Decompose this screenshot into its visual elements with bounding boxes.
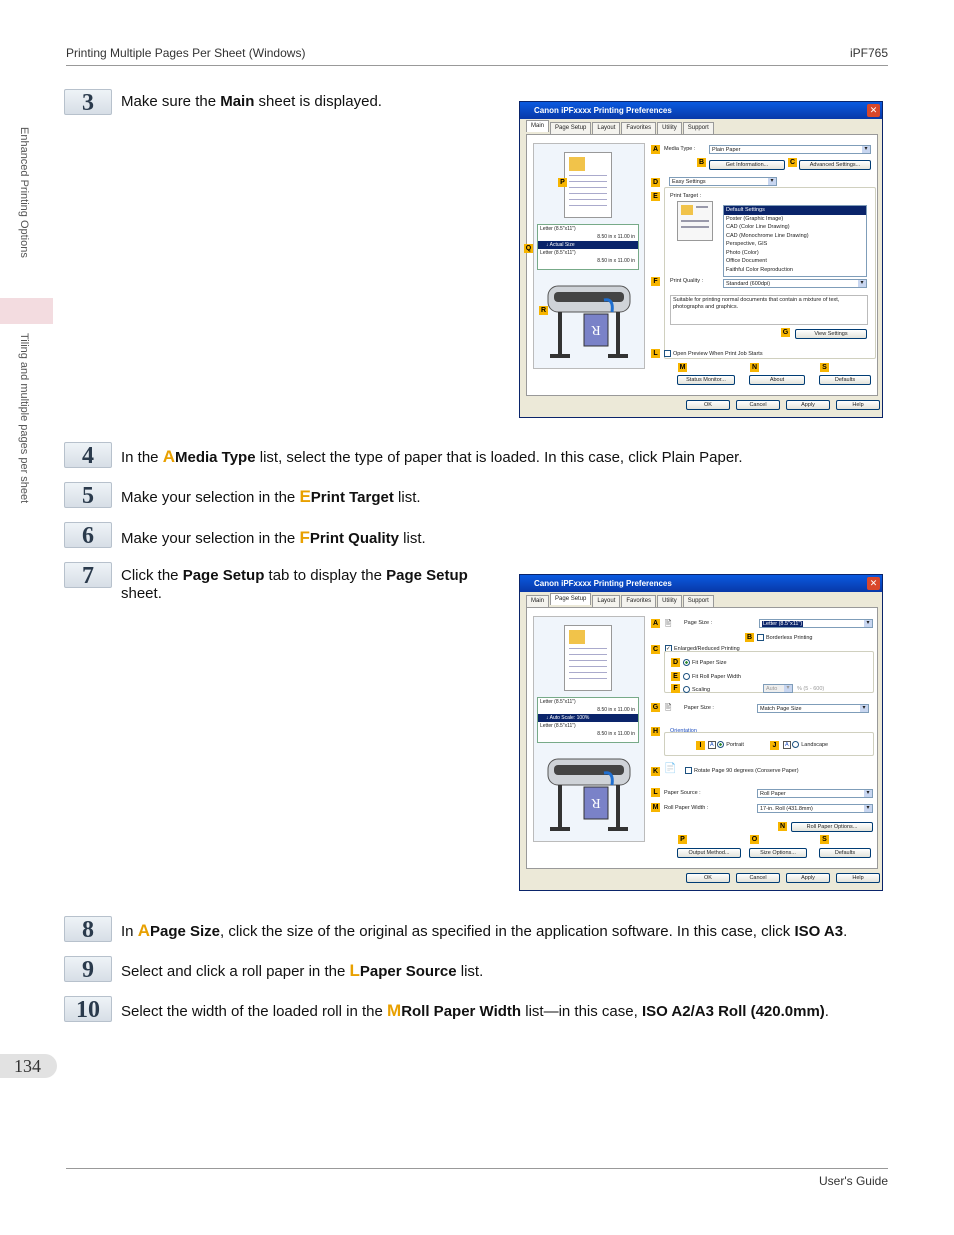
- checkbox-icon[interactable]: ✓: [666, 646, 671, 652]
- scaling-input[interactable]: Auto ▾: [763, 684, 793, 693]
- marker-n: N: [779, 823, 786, 830]
- header-rule: [66, 65, 888, 66]
- status-monitor-button[interactable]: Status Monitor...: [677, 375, 735, 385]
- marker-p: P: [558, 178, 567, 187]
- list-item[interactable]: Default Settings: [724, 206, 866, 215]
- page-setup-panel: [526, 607, 878, 869]
- get-information-button[interactable]: Get Information...: [709, 160, 785, 170]
- step-4-text: In the AMedia Type list, select the type of paper that is loaded. In this case, click Plain Paper.: [121, 447, 743, 466]
- marker-b: B: [746, 634, 753, 641]
- paper-size-dropdown[interactable]: Match Page Size ▾: [757, 704, 869, 713]
- settings-preview: [533, 616, 645, 842]
- tab-favorites[interactable]: Favorites: [621, 122, 656, 134]
- print-quality-label: Print Quality :: [670, 278, 704, 284]
- borderless-checkbox[interactable]: Borderless Printing: [757, 634, 812, 641]
- portrait-icon: A: [710, 742, 714, 748]
- svg-text:R: R: [591, 795, 601, 810]
- tab-layout[interactable]: Layout: [592, 595, 620, 607]
- step-number: 3: [64, 89, 112, 115]
- printing-preferences-dialog-page-setup: [519, 574, 883, 891]
- help-button[interactable]: Help: [836, 873, 880, 883]
- step-number: 6: [64, 522, 112, 548]
- settings-preview: [533, 143, 645, 369]
- step-7-text: Click the Page Setup tab to display the Page Setup sheet.: [121, 567, 468, 602]
- cancel-button[interactable]: Cancel: [736, 873, 780, 883]
- page-number: 134: [0, 1054, 57, 1078]
- page-preview-icon: [564, 625, 612, 691]
- marker-c: C: [652, 646, 659, 653]
- step-number: 10: [64, 996, 112, 1022]
- list-item[interactable]: CAD (Monochrome Line Drawing): [726, 232, 809, 239]
- footer-rule: [66, 1168, 888, 1169]
- tab-strip: [526, 595, 715, 607]
- tab-support[interactable]: Support: [683, 595, 714, 607]
- marker-m: M: [652, 804, 659, 811]
- list-item[interactable]: Poster (Graphic Image): [726, 215, 784, 222]
- list-item[interactable]: Office Document: [726, 258, 767, 264]
- media-type-dropdown[interactable]: Plain Paper ▾: [709, 145, 871, 154]
- tab-utility[interactable]: Utility: [657, 122, 682, 134]
- ok-button[interactable]: OK: [686, 400, 730, 410]
- svg-text:R: R: [591, 322, 601, 337]
- sidebar-section-enhanced[interactable]: Enhanced Printing Options: [18, 127, 30, 258]
- running-header-title: Printing Multiple Pages Per Sheet (Windows): [66, 46, 306, 60]
- paper-size-icon: 🖹: [665, 703, 672, 712]
- landscape-icon: A: [785, 742, 789, 748]
- step-10-text: Select the width of the loaded roll in the MRoll Paper Width list—in this case, ISO A2/A3 Roll (420.0mm).: [121, 1001, 829, 1020]
- print-target-label: Print Target :: [670, 193, 702, 199]
- step-5-text: Make your selection in the EPrint Target list.: [121, 487, 421, 506]
- radio-icon[interactable]: [792, 741, 799, 748]
- defaults-button[interactable]: Defaults: [819, 848, 871, 858]
- step-number: 7: [64, 562, 112, 588]
- ok-button[interactable]: OK: [686, 873, 730, 883]
- tab-favorites[interactable]: Favorites: [621, 595, 656, 607]
- marker-a: A: [652, 146, 659, 153]
- step-number: 5: [64, 482, 112, 508]
- list-item[interactable]: CAD (Color Line Drawing): [726, 224, 790, 230]
- checkbox-icon[interactable]: [685, 767, 692, 774]
- printer-icon[interactable]: [544, 751, 634, 835]
- marker-c: C: [789, 159, 796, 166]
- printing-preferences-dialog-main: [519, 101, 883, 418]
- defaults-button[interactable]: Defaults: [819, 375, 871, 385]
- sidebar-section-tiling[interactable]: Tiling and multiple pages per sheet: [18, 333, 30, 504]
- media-type-label: Media Type :: [664, 146, 696, 152]
- marker-l: L: [651, 788, 660, 797]
- roll-paper-options-button[interactable]: Roll Paper Options...: [791, 822, 873, 832]
- page-size-dropdown[interactable]: Letter (8.5"x11") ▾: [759, 619, 873, 628]
- running-header-model: iPF765: [849, 46, 888, 60]
- view-settings-button[interactable]: View Settings: [795, 329, 867, 339]
- step-6-text: Make your selection in the FPrint Quality list.: [121, 528, 426, 547]
- marker-m: M: [679, 364, 686, 371]
- marker-n: N: [751, 364, 758, 371]
- marker-f: F: [651, 277, 660, 286]
- marker-p: P: [678, 835, 687, 844]
- cancel-button[interactable]: Cancel: [736, 400, 780, 410]
- marker-a: A: [652, 620, 659, 627]
- advanced-settings-button[interactable]: Advanced Settings...: [799, 160, 871, 170]
- arrow-down-icon: ↓ Auto Scale: 100%: [538, 714, 638, 722]
- marker-d: D: [652, 179, 659, 186]
- marker-o: O: [751, 836, 758, 843]
- main-sheet-panel: [526, 134, 878, 396]
- tab-utility[interactable]: Utility: [657, 595, 682, 607]
- step-number: 8: [64, 916, 112, 942]
- radio-icon[interactable]: [683, 686, 690, 693]
- step-8-text: In APage Size, click the size of the original as specified in the application software. In this case, click ISO A3.: [121, 921, 848, 940]
- marker-g: G: [652, 704, 659, 711]
- marker-f: F: [671, 684, 680, 693]
- marker-h: H: [652, 728, 659, 735]
- close-icon[interactable]: ✕: [867, 577, 880, 590]
- page-size-label: Page Size :: [684, 620, 713, 626]
- roll-paper-width-label: Roll Paper Width :: [664, 805, 709, 811]
- marker-e: E: [651, 192, 660, 201]
- footer-guide: User's Guide: [819, 1174, 888, 1188]
- about-button[interactable]: About: [749, 375, 805, 385]
- fit-paper-size-radio[interactable]: Fit Paper Size: [683, 659, 727, 666]
- print-target-description: Suitable for printing normal documents that contain a mixture of text, photographs and graphics.: [670, 295, 868, 325]
- step-3-text: Make sure the Main sheet is displayed.: [121, 93, 382, 110]
- step-9-text: Select and click a roll paper in the LPaper Source list.: [121, 961, 484, 980]
- orientation-label: Orientation: [670, 728, 697, 734]
- dialog-title: Canon iPFxxxx Printing Preferences: [520, 102, 882, 119]
- list-item[interactable]: Faithful Color Reproduction: [726, 266, 793, 273]
- tab-page-setup[interactable]: Page Setup: [550, 122, 591, 134]
- scaling-range: % (5 - 600): [797, 686, 825, 692]
- printer-icon[interactable]: [544, 278, 634, 362]
- tab-strip: [526, 122, 715, 134]
- marker-q: Q: [525, 245, 532, 252]
- paper-source-label: Paper Source :: [664, 790, 701, 796]
- marker-g: G: [782, 329, 789, 336]
- marker-k: K: [652, 768, 659, 775]
- help-button[interactable]: Help: [836, 400, 880, 410]
- checkbox-icon[interactable]: [664, 350, 671, 357]
- apply-button[interactable]: Apply: [786, 400, 830, 410]
- page-preview-icon: [564, 152, 612, 218]
- paper-source-dropdown[interactable]: Roll Paper ▾: [757, 789, 873, 798]
- marker-j: J: [770, 741, 779, 750]
- apply-button[interactable]: Apply: [786, 873, 830, 883]
- radio-icon[interactable]: [717, 741, 724, 748]
- radio-icon[interactable]: [683, 673, 690, 680]
- print-target-list[interactable]: [723, 205, 867, 277]
- enlarged-reduced-checkbox[interactable]: ✓ Enlarged/Reduced Printing: [666, 645, 740, 652]
- tab-layout[interactable]: Layout: [592, 122, 620, 134]
- marker-i: I: [696, 741, 705, 750]
- scaling-radio[interactable]: Scaling: [683, 686, 710, 693]
- open-preview-checkbox[interactable]: Open Preview When Print Job Starts: [664, 350, 763, 357]
- size-info-box: Letter (8.5"x11") 8.50 in x 11.00 in ↓ Auto Scale: 100% Letter (8.5"x11") 8.50 in x 11.00 in: [537, 697, 639, 743]
- radio-icon[interactable]: [683, 659, 690, 666]
- tab-main[interactable]: Main: [526, 595, 549, 607]
- page-size-icon: 🖹: [665, 619, 672, 628]
- fit-roll-width-radio[interactable]: Fit Roll Paper Width: [683, 673, 741, 680]
- size-options-button[interactable]: Size Options...: [749, 848, 807, 858]
- marker-l: L: [651, 349, 660, 358]
- output-method-button[interactable]: Output Method...: [677, 848, 741, 858]
- sidebar-highlight: [0, 298, 53, 324]
- marker-d: D: [672, 659, 679, 666]
- list-item[interactable]: Photo (Color): [726, 249, 759, 256]
- marker-r: R: [540, 307, 547, 314]
- marker-s: S: [820, 363, 829, 372]
- landscape-radio[interactable]: A Landscape: [785, 742, 829, 748]
- paper-size-label: Paper Size :: [684, 705, 714, 711]
- tab-page-setup[interactable]: Page Setup: [550, 593, 591, 605]
- step-number: 9: [64, 956, 112, 982]
- close-icon[interactable]: ✕: [867, 104, 880, 117]
- marker-s: S: [820, 835, 829, 844]
- tab-support[interactable]: Support: [683, 122, 714, 134]
- marker-b: B: [698, 159, 705, 166]
- list-item[interactable]: Perspective, GIS: [726, 241, 768, 247]
- rotate-page-icon: 📄: [664, 763, 677, 774]
- size-info-box: Letter (8.5"x11") 8.50 in x 11.00 in ↓ Actual Size Letter (8.5"x11") 8.50 in x 11.00 in: [537, 224, 639, 270]
- tab-main[interactable]: Main: [526, 120, 549, 132]
- step-number: 4: [64, 442, 112, 468]
- marker-e: E: [671, 672, 680, 681]
- print-quality-dropdown[interactable]: Standard (600dpi) ▾: [723, 279, 867, 288]
- print-target-thumbnail: [677, 201, 713, 241]
- dialog-title: Canon iPFxxxx Printing Preferences: [520, 575, 882, 592]
- portrait-radio[interactable]: A Portrait: [710, 742, 744, 748]
- checkbox-icon[interactable]: [757, 634, 764, 641]
- rotate-page-checkbox[interactable]: Rotate Page 90 degrees (Conserve Paper): [685, 767, 799, 774]
- easy-settings-dropdown[interactable]: Easy Settings ▾: [669, 177, 777, 186]
- roll-paper-width-dropdown[interactable]: 17-in. Roll (431.8mm) ▾: [757, 804, 873, 813]
- arrow-down-icon: ↓ Actual Size: [538, 241, 638, 249]
